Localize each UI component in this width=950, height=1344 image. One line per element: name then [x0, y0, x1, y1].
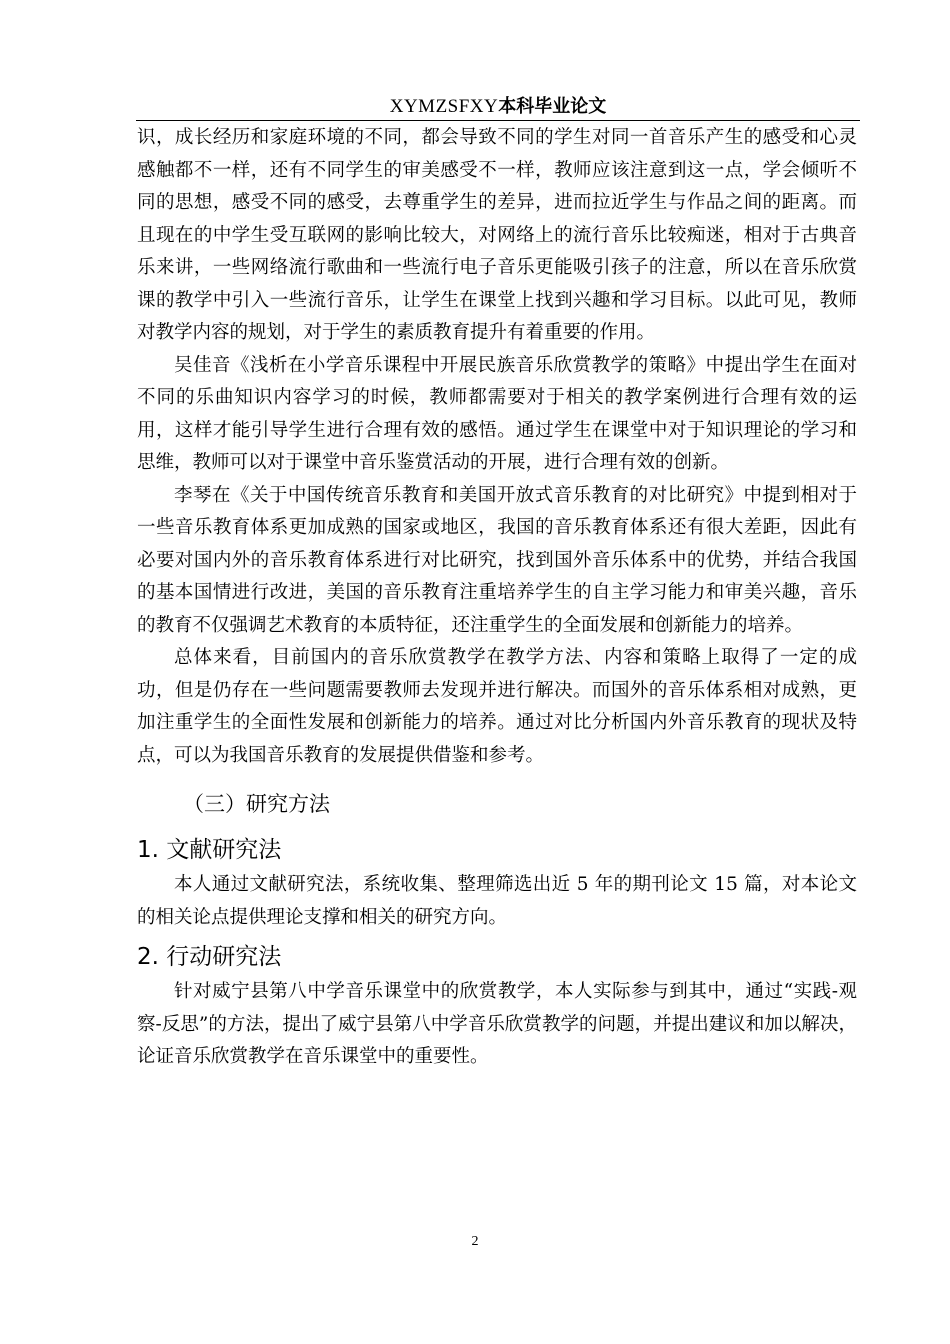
- paragraph-wu-jiayin: 吴佳音《浅析在小学音乐课程中开展民族音乐欣赏教学的策略》中提出学生在面对不同的乐曲知识内容学习的时候，教师都需要对于相关的教学案例进行合理有效的运用，这样才能引导学生进行合理有效的感悟。通过学生在课堂中对于知识理论的学习和思维，教师可以对于课堂中音乐鉴赏活动的开展，进行合理有效的创新。: [137, 354, 857, 473]
- paragraph-summary: 总体来看，目前国内的音乐欣赏教学在教学方法、内容和策略上取得了一定的成功，但是仍存在一些问题需要教师去发现并进行解决。而国外的音乐体系相对成熟，更加注重学生的全面性发展和创新能力的培养。通过对比分析国内外音乐教育的现状及特点，可以为我国音乐教育的发展提供借鉴和参考。: [137, 647, 857, 766]
- section-heading-research-methods: （三）研究方法: [183, 792, 330, 816]
- page-number: 2: [471, 1234, 479, 1249]
- paragraph-literature-method: 本人通过文献研究法，系统收集、整理筛选出近 5 年的期刊论文 15 篇，对本论文的相关论点提供理论支撑和相关的研究方向。: [137, 874, 857, 928]
- paragraph-action-method: 针对威宁县第八中学音乐课堂中的欣赏教学，本人实际参与到其中，通过“实践-观察-反思”的方法，提出了威宁县第八中学音乐欣赏教学的问题，并提出建议和加以解决，论证音乐欣赏教学在音乐课堂中的重要性。: [137, 981, 857, 1067]
- paragraph-li-qin: 李琴在《关于中国传统音乐教育和美国开放式音乐教育的对比研究》中提到相对于一些音乐教育体系更加成熟的国家或地区，我国的音乐教育体系还有很大差距，因此有必要对国内外的音乐教育体系进行对比研究，找到国外音乐体系中的优势，并结合我国的基本国情进行改进，美国的音乐教育注重培养学生的自主学习能力和审美兴趣，音乐的教育不仅强调艺术教育的本质特征，还注重学生的全面发展和创新能力的培养。: [137, 484, 857, 636]
- page-body: [137, 122, 857, 1074]
- page-header: [136, 93, 860, 120]
- heading-action-method: 2. 行动研究法: [137, 944, 282, 970]
- heading-literature-method: 1. 文献研究法: [137, 837, 282, 863]
- paragraph-continued: 识，成长经历和家庭环境的不同，都会导致不同的学生对同一首音乐产生的感受和心灵感触都不一样，还有不同学生的审美感受不一样，教师应该注意到这一点，学会倾听不同的思想，感受不同的感受，去尊重学生的差异，进而拉近学生与作品之间的距离。而且现在的中学生受互联网的影响比较大，对网络上的流行音乐比较痴迷，相对于古典音乐来讲，一些网络流行歌曲和一些流行电子音乐更能吸引孩子的注意，所以在音乐欣赏课的教学中引入一些流行音乐，让学生在课堂上找到兴趣和学习目标。以此可见，教师对教学内容的规划，对于学生的素质教育提升有着重要的作用。: [137, 127, 857, 343]
- header-code: XYMZSFXY: [389, 96, 499, 117]
- header-rule: [136, 120, 860, 121]
- header-title: 本科毕业论文: [498, 96, 607, 117]
